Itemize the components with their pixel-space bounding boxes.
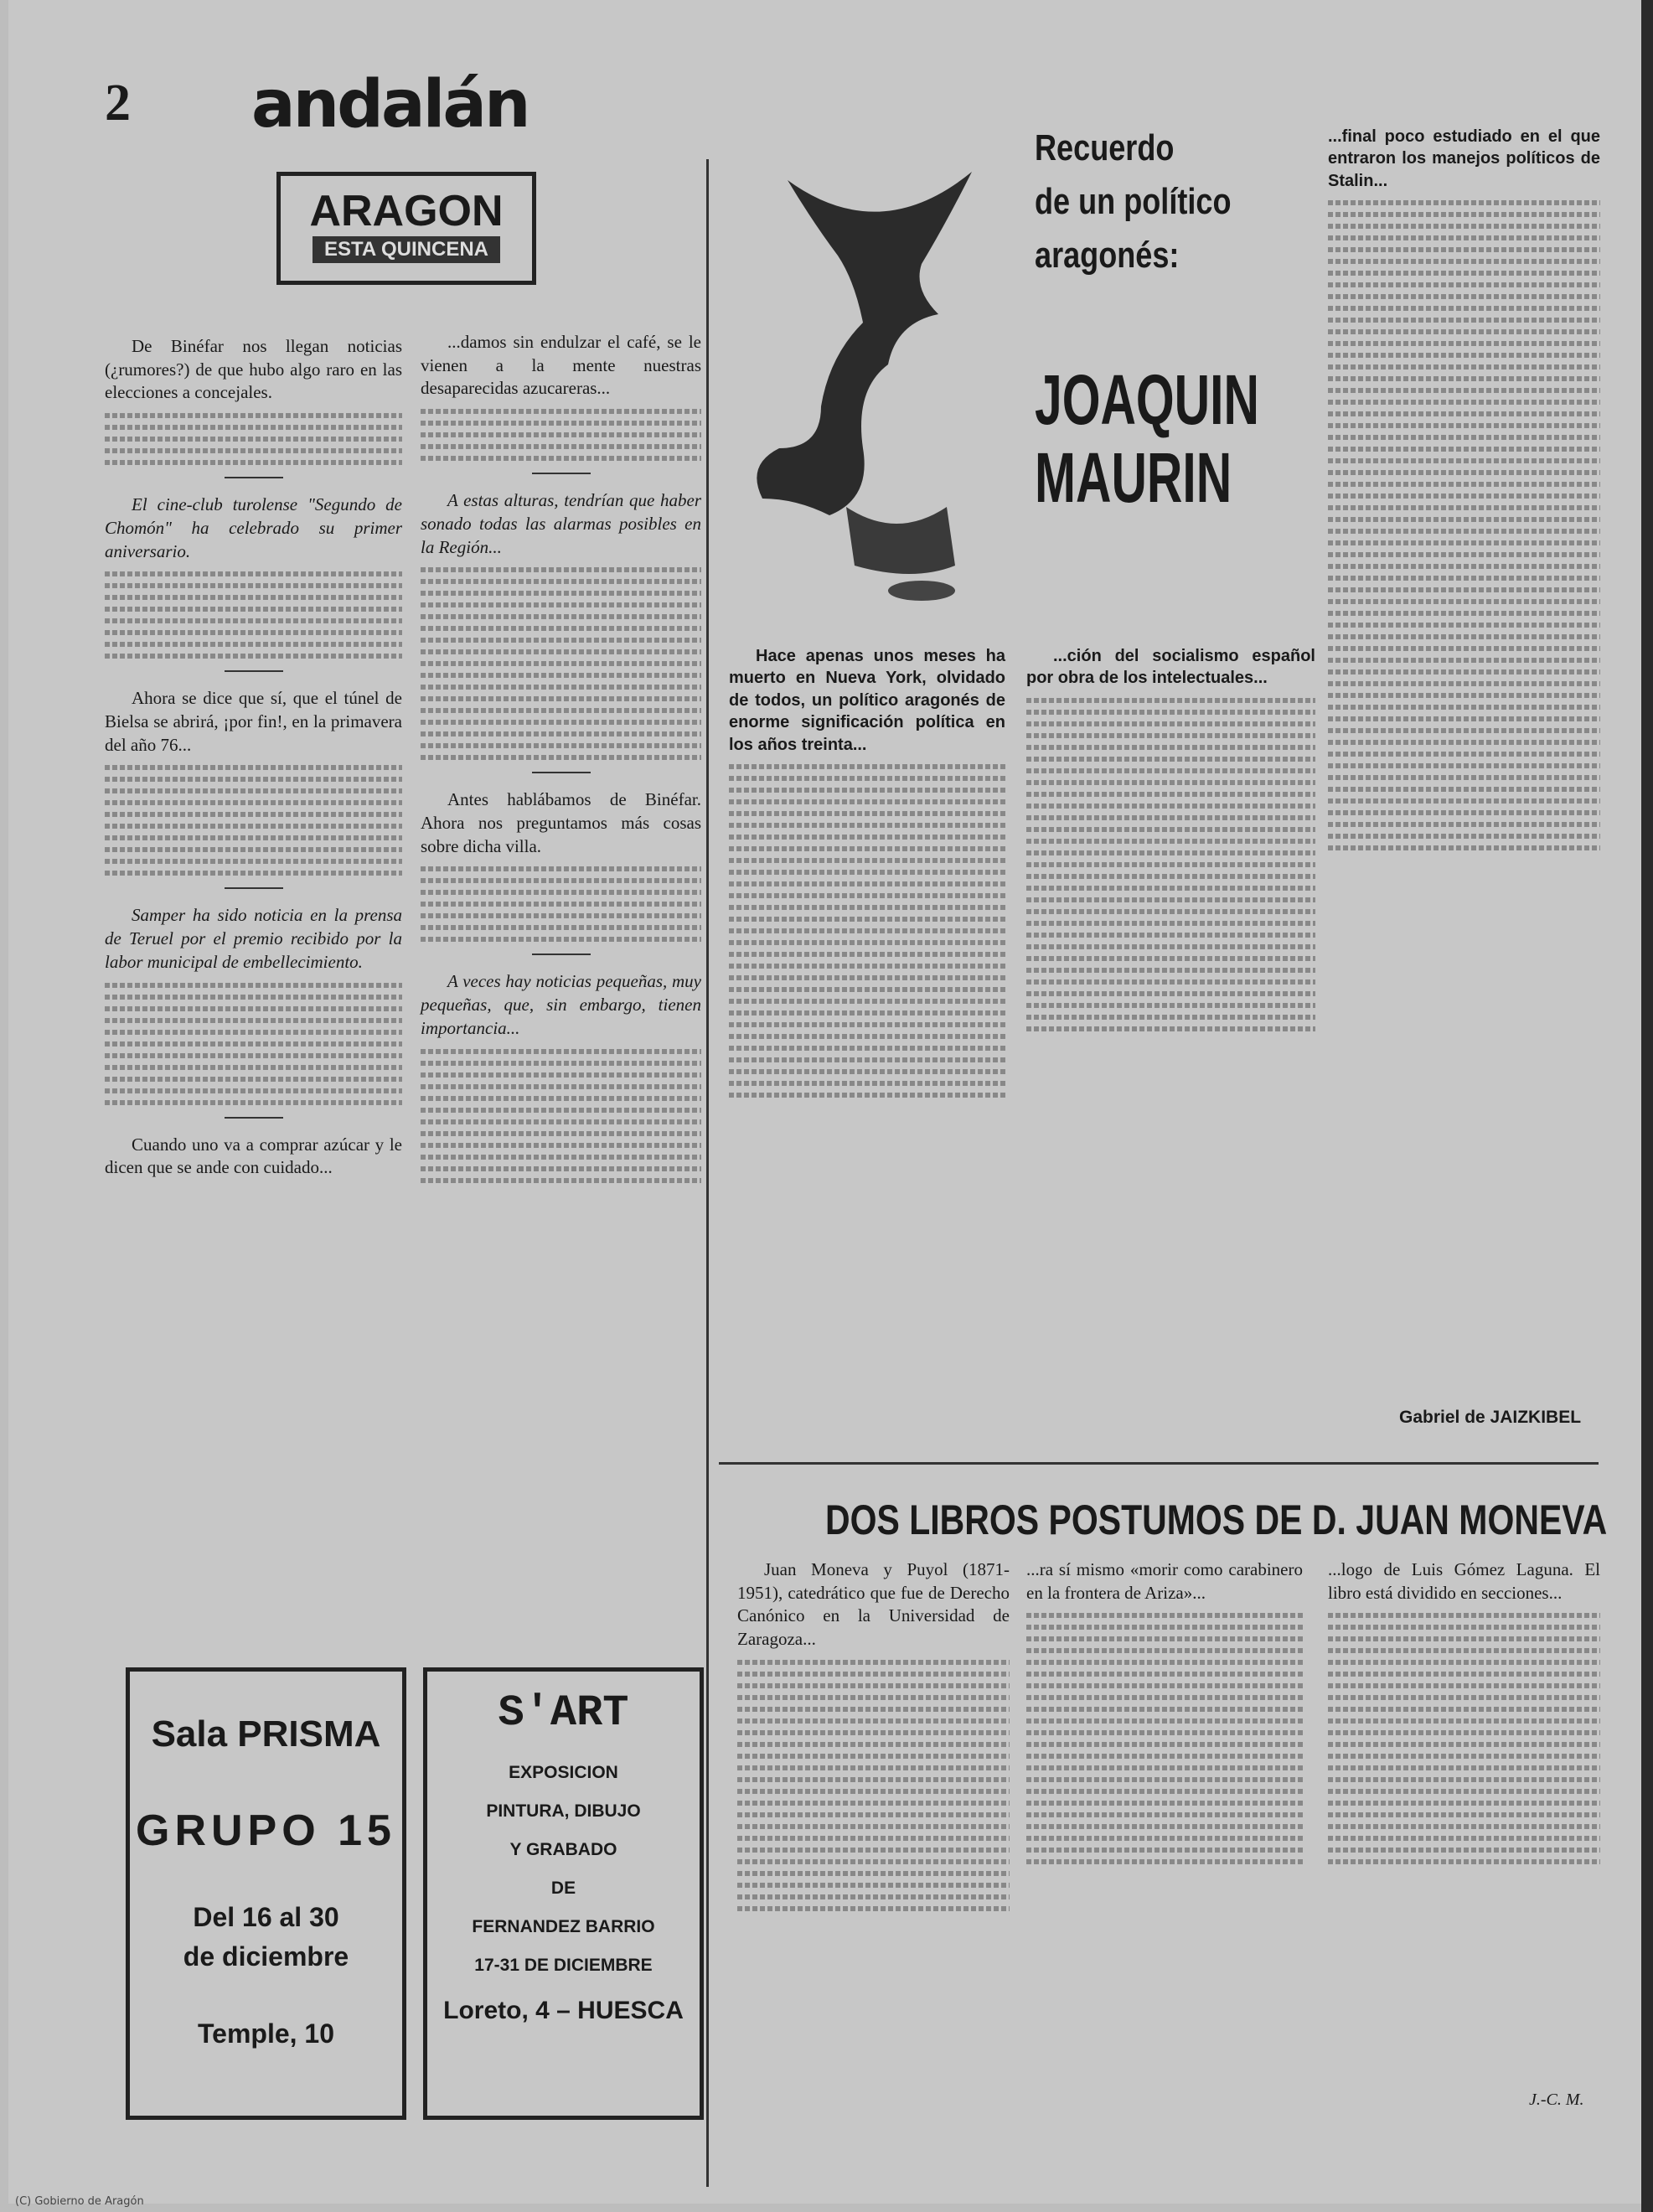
paragraph: A veces hay noticias pequeñas, muy pequeñas, que, sin embargo, tienen importancia... [421, 971, 701, 1038]
section-box [276, 172, 536, 285]
paragraph: A estas alturas, tendrían que haber sonado todas las alarmas posibles en la Región... [421, 490, 701, 557]
paragraph: El cine-club turolense "Segundo de Chomón" ha celebrado su primer aniversario. [105, 494, 402, 561]
paragraph: Samper ha sido noticia en la prensa de Teruel por el premio recibido por la labor municipal de embellecimiento. [105, 905, 402, 972]
maurin-headline: Recuerdo de un político aragonés: JOAQUIN MAURIN [1035, 127, 1259, 517]
paragraph: De Binéfar nos llegan noticias (¿rumores?) de que hubo algo raro en las elecciones a concejales. [105, 336, 402, 403]
moneva-headline: DOS LIBROS POSTUMOS DE D. JUAN MONEVA [825, 1496, 1608, 1543]
moneva-column-b: ...ra sí mismo «morir como carabinero en la frontera de Ariza»... [1026, 1558, 1303, 1871]
aragon-column-2 [421, 331, 701, 1190]
ad-sala-prisma: Sala PRISMA GRUPO 15 Del 16 al 30 de diciembre Temple, 10 [126, 1667, 406, 2120]
section-subtitle: ESTA QUINCENA [313, 236, 500, 263]
paragraph: Ahora se dice que sí, que el túnel de Bielsa se abrirá, ¡por fin!, en la primavera del año 76... [105, 688, 402, 755]
paragraph: Antes hablábamos de Binéfar. Ahora nos preguntamos más cosas sobre dicha villa. [421, 789, 701, 856]
moneva-initials: J.-C. M. [1529, 2091, 1584, 2109]
aragon-column-1 [105, 335, 402, 1188]
moneva-column-a: Juan Moneva y Puyol (1871-1951), catedrático que fue de Derecho Canónico en la Universidad de Zaragoza... [737, 1558, 1010, 1918]
paragraph: ...damos sin endulzar el café, se le vienen a la mente nuestras desaparecidas azucareras... [421, 332, 701, 399]
page-edge [1641, 0, 1653, 2212]
newspaper-page [8, 0, 1645, 2208]
maurin-byline: Gabriel de JAIZKIBEL [1399, 1408, 1582, 1427]
paragraph: Cuando uno va a comprar azúcar y le dicen que se ande con cuidado... [105, 1134, 402, 1178]
column-rule [706, 159, 709, 2187]
maurin-column-a: Hace apenas unos meses ha muerto en Nueva York, olvidado de todos, un político aragonés de enorme significación política en los años treinta... [729, 645, 1005, 1104]
maurin-column-c: ...final poco estudiado en el que entraron los manejos políticos de Stalin... [1328, 126, 1600, 857]
image-credit: (C) Gobierno de Aragón [15, 2195, 144, 2208]
sculpture-image [729, 147, 1031, 607]
section-title: ARAGON [309, 187, 504, 235]
ad-sart: S'ART EXPOSICION PINTURA, DIBUJO Y GRABADO DE FERNANDEZ BARRIO 17-31 DE DICIEMBRE Loreto, 4 – HUESCA [423, 1667, 704, 2120]
masthead-title: andalán [251, 67, 529, 142]
page-number: 2 [105, 75, 131, 132]
moneva-column-c: ...logo de Luis Gómez Laguna. El libro está dividido en secciones... [1328, 1558, 1600, 1871]
section-rule [719, 1462, 1599, 1465]
maurin-column-b: ...ción del socialismo español por obra de los intelectuales... [1026, 645, 1315, 1038]
